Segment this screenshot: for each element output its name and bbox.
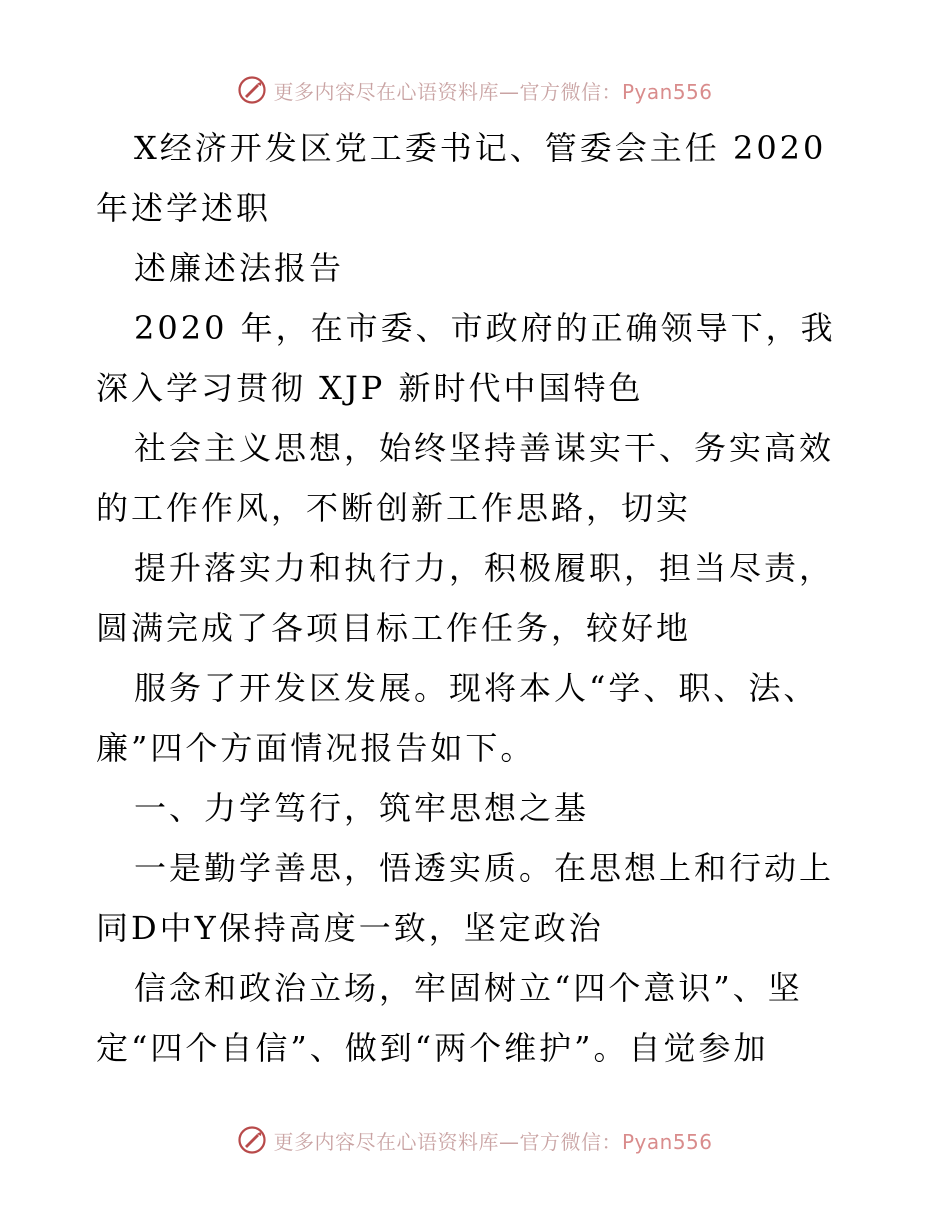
doc-paragraph: 2020 年，在市委、市政府的正确领导下，我深入学习贯彻 XJP 新时代中国特色 xyxy=(96,309,836,407)
quill-pen-logo-icon xyxy=(237,1125,267,1155)
footer-watermark-banner xyxy=(0,1120,950,1160)
doc-paragraph: 一是勤学善思，悟透实质。在思想上和行动上同D中Y保持高度一致，坚定政治 xyxy=(96,849,835,947)
doc-paragraph: 社会主义思想，始终坚持善谋实干、务实高效的工作作风，不断创新工作思路，切实 xyxy=(96,429,835,527)
doc-title-line: X经济开发区党工委书记、管委会主任 2020 年述学述职 xyxy=(96,129,827,227)
quill-pen-logo-icon xyxy=(237,75,267,105)
doc-section-heading: 一、力学笃行，筑牢思想之基 xyxy=(134,789,590,827)
header-watermark-banner xyxy=(0,70,950,110)
doc-paragraph: 提升落实力和执行力，积极履职，担当尽责，圆满完成了各项目标工作任务，较好地 xyxy=(96,549,835,647)
doc-paragraph: 服务了开发区发展。现将本人“学、职、法、廉”四个方面情况报告如下。 xyxy=(96,669,819,767)
doc-paragraph: 信念和政治立场，牢固树立“四个意识”、坚定“四个自信”、做到“两个维护”。自觉参加 xyxy=(96,969,803,1067)
watermark-text: 更多内容尽在心语资料库—官方微信：Pyan556 xyxy=(273,79,713,104)
doc-title-line-2: 述廉述法报告 xyxy=(134,249,345,287)
document-body xyxy=(96,118,856,1078)
watermark-text: 更多内容尽在心语资料库—官方微信：Pyan556 xyxy=(273,1129,713,1154)
